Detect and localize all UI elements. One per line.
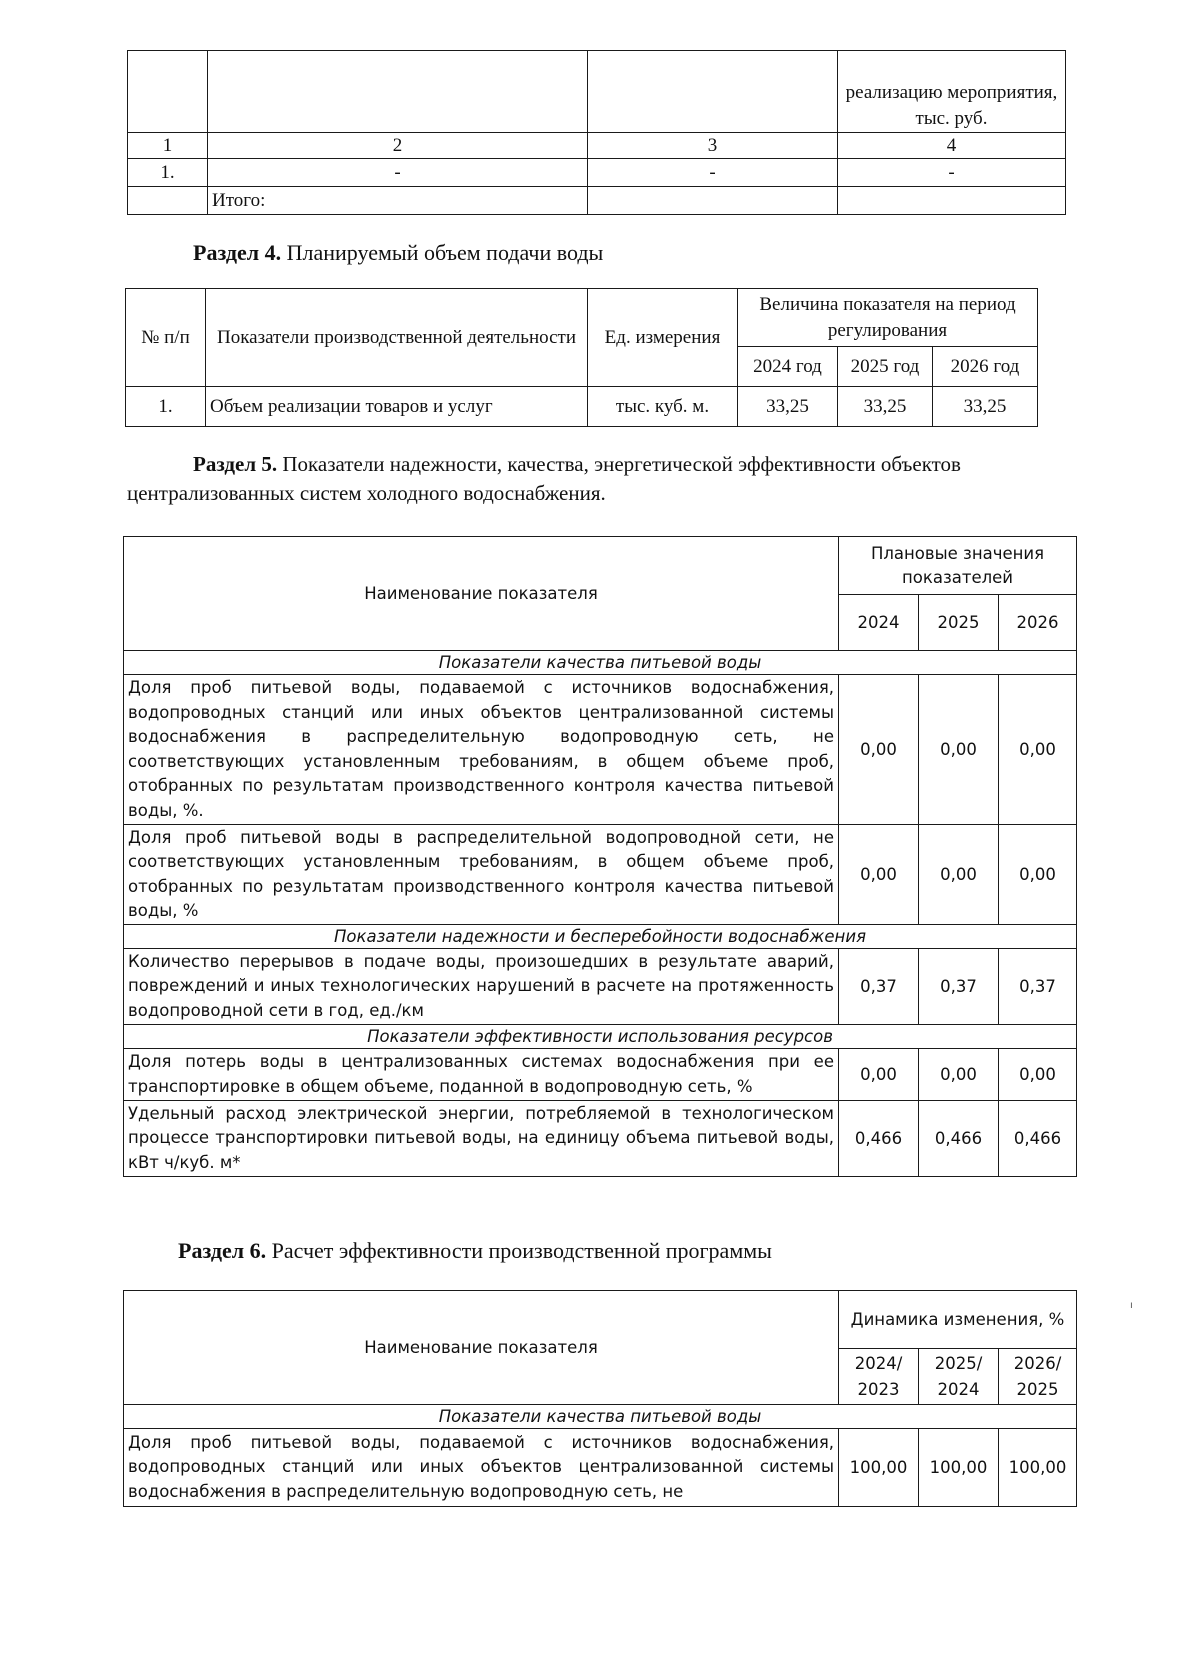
investment-table-continuation [127, 50, 1066, 215]
value-cell: 0,00 [919, 825, 999, 925]
total-cell-blank [588, 187, 838, 215]
indicator-name: Доля проб питьевой воды, подаваемой с источников водоснабжения, водопроводных станций или иных объектов централизованной системы водоснабжения в распределительную водопроводную сеть, не [124, 1429, 839, 1507]
value-cell: 0,00 [999, 1049, 1077, 1101]
header-unit: Ед. измерения [588, 289, 738, 387]
indicator-name: Доля проб питьевой воды в распределительной водопроводной сети, не соответствующих установленным требованиям, в общем объеме проб, отобранных по результатам производственного контроля качества питьевой воды, % [124, 825, 839, 925]
row-indicator: Объем реализации товаров и услуг [206, 387, 588, 427]
section-5-title [127, 450, 1067, 508]
group-header-reliability: Показатели надежности и бесперебойности водоснабжения [124, 925, 1077, 949]
total-cell-blank [128, 187, 208, 215]
section-6-title-text: Расчет эффективности производственной программы [266, 1238, 772, 1263]
table-cell: - [588, 159, 838, 187]
section-6-title [178, 1238, 772, 1264]
header-indicator-name: Наименование показателя [124, 537, 839, 651]
header-cell-cost: реализацию мероприятия, тыс. руб. [838, 51, 1066, 133]
section-4-number: Раздел 4. [193, 240, 282, 265]
header-cell-blank-2 [208, 51, 588, 133]
header-plan-values: Плановые значения показателей [839, 537, 1077, 595]
header-indicator-name: Наименование показателя [124, 1291, 839, 1405]
scan-margin-mark: ı [1130, 1300, 1133, 1311]
reliability-quality-table [123, 536, 1077, 1177]
header-year: 2024 год [738, 347, 838, 387]
header-indicator: Показатели производственной деятельности [206, 289, 588, 387]
header-period: 2026/ 2025 [999, 1349, 1077, 1405]
value-cell: 0,466 [919, 1101, 999, 1177]
group-header-efficiency: Показатели эффективности использования ресурсов [124, 1025, 1077, 1049]
header-number: № п/п [126, 289, 206, 387]
value-cell: 33,25 [933, 387, 1038, 427]
water-supply-volume-table [125, 288, 1038, 427]
value-cell: 0,37 [919, 949, 999, 1025]
section-4-title-text: Планируемый объем подачи воды [281, 240, 604, 265]
header-year: 2024 [839, 595, 919, 651]
group-header-quality: Показатели качества питьевой воды [124, 651, 1077, 675]
section-5-number: Раздел 5. [193, 452, 278, 476]
header-period: Величина показателя на период регулирования [738, 289, 1038, 347]
section-6-number: Раздел 6. [178, 1238, 267, 1263]
header-year: 2025 [919, 595, 999, 651]
total-cell-blank [838, 187, 1066, 215]
header-period: 2025/ 2024 [919, 1349, 999, 1405]
indicator-name: Доля потерь воды в централизованных системах водоснабжения при ее транспортировке в общем объеме, поданной в водопроводную сеть, % [124, 1049, 839, 1101]
col-number: 3 [588, 133, 838, 159]
table-cell: - [838, 159, 1066, 187]
value-cell: 0,00 [839, 675, 919, 825]
value-cell: 0,00 [839, 825, 919, 925]
value-cell: 0,00 [999, 825, 1077, 925]
header-cell-blank-3 [588, 51, 838, 133]
table-cell: - [208, 159, 588, 187]
row-number: 1. [128, 159, 208, 187]
value-cell: 0,37 [999, 949, 1077, 1025]
indicator-name: Доля проб питьевой воды, подаваемой с источников водоснабжения, водопроводных станций или иных объектов централизованной системы водоснабжения в распределительную водопроводную сеть, не соответствующих установленным требованиям, в общем объеме проб, отобранных по результатам производственного контроля качества питьевой воды, %. [124, 675, 839, 825]
value-cell: 0,00 [919, 675, 999, 825]
row-unit: тыс. куб. м. [588, 387, 738, 427]
total-label: Итого: [208, 187, 588, 215]
value-cell: 0,466 [839, 1101, 919, 1177]
header-dynamics: Динамика изменения, % [839, 1291, 1077, 1349]
section-5-title-text: Показатели надежности, качества, энергетической эффективности объектов централизованных систем холодного водоснабжения. [127, 452, 961, 505]
col-number: 1 [128, 133, 208, 159]
header-year: 2026 [999, 595, 1077, 651]
value-cell: 0,466 [999, 1101, 1077, 1177]
header-year: 2025 год [838, 347, 933, 387]
value-cell: 100,00 [839, 1429, 919, 1507]
indicator-name: Удельный расход электрической энергии, потребляемой в технологическом процессе транспортировки питьевой воды, на единицу объема питьевой воды, кВт ч/куб. м* [124, 1101, 839, 1177]
indicator-name: Количество перерывов в подаче воды, произошедших в результате аварий, повреждений и иных технологических нарушений в расчете на протяженность водопроводной сети в год, ед./км [124, 949, 839, 1025]
value-cell: 33,25 [838, 387, 933, 427]
group-header-quality: Показатели качества питьевой воды [124, 1405, 1077, 1429]
value-cell: 0,00 [839, 1049, 919, 1101]
header-year: 2026 год [933, 347, 1038, 387]
col-number: 2 [208, 133, 588, 159]
section-4-title [193, 240, 603, 266]
value-cell: 33,25 [738, 387, 838, 427]
value-cell: 0,37 [839, 949, 919, 1025]
value-cell: 100,00 [919, 1429, 999, 1507]
header-period: 2024/ 2023 [839, 1349, 919, 1405]
col-number: 4 [838, 133, 1066, 159]
value-cell: 100,00 [999, 1429, 1077, 1507]
program-efficiency-table [123, 1290, 1077, 1507]
header-cell-blank-1 [128, 51, 208, 133]
value-cell: 0,00 [999, 675, 1077, 825]
value-cell: 0,00 [919, 1049, 999, 1101]
row-number: 1. [126, 387, 206, 427]
